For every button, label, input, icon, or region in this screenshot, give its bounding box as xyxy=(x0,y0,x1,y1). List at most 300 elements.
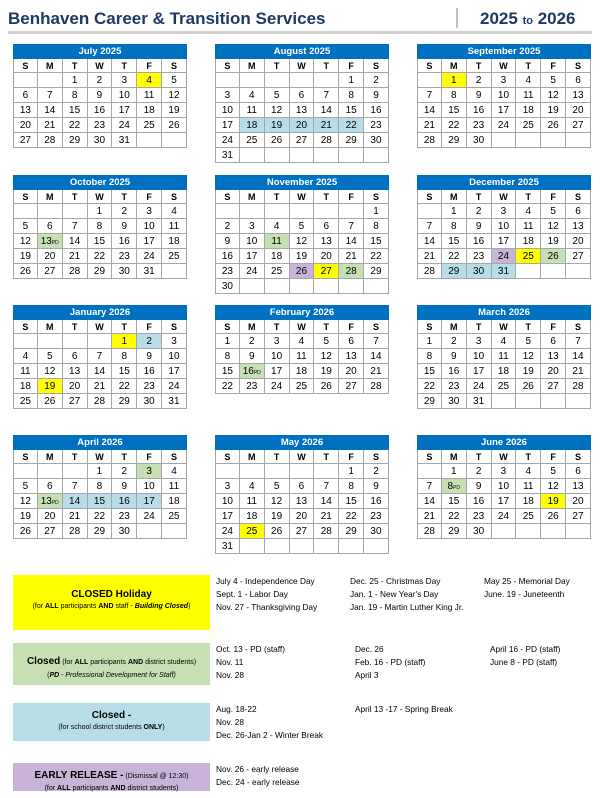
day-number: 16 xyxy=(473,496,485,507)
day-cell xyxy=(364,524,389,539)
legend-early-release xyxy=(13,763,210,791)
day-number: 18 xyxy=(295,366,308,377)
day-cell xyxy=(13,479,38,494)
day-number: 4 xyxy=(525,206,532,217)
day-cell xyxy=(314,479,339,494)
day-cell xyxy=(339,88,364,103)
day-cell xyxy=(314,234,339,249)
day-number: 23 xyxy=(143,381,155,392)
day-number: 8 xyxy=(224,351,231,362)
day-cell xyxy=(364,349,389,364)
empty-day-cell xyxy=(240,464,265,479)
day-cell xyxy=(364,103,389,118)
weekday-label: M xyxy=(240,190,265,204)
day-cell xyxy=(290,364,315,379)
day-number: 16 xyxy=(370,496,382,507)
weekday-header-row xyxy=(13,190,187,204)
day-cell xyxy=(215,249,240,264)
weekday-label: S xyxy=(13,190,38,204)
day-cell xyxy=(442,219,467,234)
event-text: Jan. 1 - New Year's Day xyxy=(350,589,439,599)
day-cell xyxy=(467,103,492,118)
empty-day-cell xyxy=(38,464,63,479)
day-cell xyxy=(13,509,38,524)
empty-day-cell xyxy=(290,73,315,88)
day-cell xyxy=(63,118,88,133)
empty-day-cell xyxy=(162,524,187,539)
day-number: 17 xyxy=(143,236,155,247)
day-cell xyxy=(112,479,137,494)
day-number: 9 xyxy=(146,351,152,362)
weekday-label: W xyxy=(88,190,113,204)
day-number: 24 xyxy=(143,251,155,262)
empty-day-cell xyxy=(314,204,339,219)
day-number: 7 xyxy=(96,351,103,362)
day-cell xyxy=(88,204,113,219)
week-row xyxy=(215,479,389,494)
weekday-label: T xyxy=(314,320,339,334)
day-cell xyxy=(314,509,339,524)
event-text: April 3 xyxy=(355,670,379,680)
day-cell xyxy=(63,479,88,494)
empty-day-cell xyxy=(240,148,265,163)
day-cell xyxy=(467,394,492,409)
day-number: 23 xyxy=(473,251,485,262)
day-cell xyxy=(215,479,240,494)
day-number: 16 xyxy=(242,366,254,377)
weekday-header-row xyxy=(215,59,389,73)
weekday-label: S xyxy=(215,450,240,464)
day-number: 29 xyxy=(345,135,357,146)
week-row xyxy=(215,234,389,249)
day-cell xyxy=(13,249,38,264)
week-row xyxy=(417,118,591,133)
week-row xyxy=(13,204,187,219)
day-number: 8 xyxy=(447,481,454,492)
day-cell xyxy=(38,349,63,364)
day-cell xyxy=(467,234,492,249)
day-cell xyxy=(13,118,38,133)
day-number: 18 xyxy=(168,496,180,507)
day-cell xyxy=(516,249,541,264)
day-cell xyxy=(112,264,137,279)
weekday-label: S xyxy=(566,450,591,464)
event-text: Dec. 25 - Christmas Day xyxy=(350,576,441,586)
week-row xyxy=(417,264,591,279)
week-row xyxy=(13,494,187,509)
day-number: 26 xyxy=(168,120,180,131)
day-number: 6 xyxy=(298,481,305,492)
day-cell xyxy=(417,379,442,394)
day-number: 25 xyxy=(143,120,155,131)
day-number: 29 xyxy=(448,266,460,277)
day-cell xyxy=(38,394,63,409)
day-cell xyxy=(492,219,517,234)
day-cell xyxy=(364,494,389,509)
day-number: 21 xyxy=(69,251,81,262)
empty-day-cell xyxy=(314,73,339,88)
event-text: Dec. 26 xyxy=(355,644,384,654)
day-cell xyxy=(112,234,137,249)
week-row xyxy=(215,264,389,279)
day-number: 22 xyxy=(448,120,460,131)
weekday-label: S xyxy=(364,190,389,204)
day-number: 16 xyxy=(473,236,485,247)
day-number: 23 xyxy=(246,381,258,392)
day-cell xyxy=(137,479,162,494)
day-number: 6 xyxy=(323,221,330,232)
day-number: 18 xyxy=(246,120,258,131)
day-cell xyxy=(417,364,442,379)
event-text: Dec. 24 - early release xyxy=(216,777,300,787)
day-number: 10 xyxy=(221,496,233,507)
day-cell xyxy=(467,73,492,88)
day-cell xyxy=(516,464,541,479)
day-number: 1 xyxy=(71,75,78,86)
page-title: Benhaven Career & Transition Services xyxy=(8,9,326,28)
day-cell xyxy=(112,88,137,103)
day-cell xyxy=(442,364,467,379)
week-row xyxy=(13,464,187,479)
day-cell xyxy=(290,334,315,349)
day-cell xyxy=(492,479,517,494)
month-header: March 2026 xyxy=(417,305,591,320)
day-cell xyxy=(88,364,113,379)
day-cell xyxy=(339,264,364,279)
legend-early-note: (for ALL participants AND district students) xyxy=(44,785,179,792)
week-row xyxy=(13,133,187,148)
empty-day-cell xyxy=(240,73,265,88)
day-number: 5 xyxy=(273,481,280,492)
day-cell xyxy=(63,349,88,364)
day-number: 11 xyxy=(296,351,307,362)
empty-day-cell xyxy=(63,464,88,479)
day-number: 5 xyxy=(22,481,29,492)
weekday-label: F xyxy=(541,59,566,73)
week-row xyxy=(215,88,389,103)
day-number: 6 xyxy=(71,351,78,362)
day-number: 29 xyxy=(370,266,382,277)
weekday-label: T xyxy=(467,190,492,204)
day-number: 2 xyxy=(248,336,255,347)
week-row xyxy=(13,88,187,103)
day-cell xyxy=(63,524,88,539)
day-number: 14 xyxy=(423,105,435,116)
empty-day-cell xyxy=(265,73,290,88)
day-number: 4 xyxy=(500,336,507,347)
day-number: 7 xyxy=(575,336,581,347)
day-cell xyxy=(541,118,566,133)
day-cell xyxy=(516,103,541,118)
weekday-label: M xyxy=(38,59,63,73)
day-number: 14 xyxy=(44,105,56,116)
day-cell xyxy=(88,349,113,364)
day-number: 12 xyxy=(320,351,332,362)
day-number: 6 xyxy=(575,466,581,477)
day-cell xyxy=(265,264,290,279)
day-cell xyxy=(339,234,364,249)
day-number: 18 xyxy=(271,251,283,262)
weekday-label: S xyxy=(215,190,240,204)
weekday-label: T xyxy=(63,450,88,464)
day-cell xyxy=(417,103,442,118)
day-number: 28 xyxy=(370,381,382,392)
week-row xyxy=(215,379,389,394)
day-cell xyxy=(63,264,88,279)
year-start: 2025 xyxy=(480,9,518,28)
day-cell xyxy=(290,494,315,509)
day-cell xyxy=(442,103,467,118)
day-cell xyxy=(492,379,517,394)
day-number: 1 xyxy=(121,336,128,347)
day-number: 18 xyxy=(246,511,258,522)
day-cell xyxy=(88,509,113,524)
day-cell xyxy=(63,234,88,249)
day-cell xyxy=(240,334,265,349)
day-cell xyxy=(265,118,290,133)
weekday-label: M xyxy=(240,450,265,464)
day-cell xyxy=(467,219,492,234)
day-number: 30 xyxy=(473,526,485,537)
day-number: 30 xyxy=(118,266,130,277)
empty-day-cell xyxy=(13,204,38,219)
day-cell xyxy=(339,73,364,88)
week-row xyxy=(215,249,389,264)
week-row xyxy=(215,73,389,88)
day-number: 31 xyxy=(473,396,485,407)
empty-day-cell xyxy=(13,73,38,88)
day-number: 12 xyxy=(271,496,283,507)
day-number: 25 xyxy=(522,511,534,522)
day-cell xyxy=(467,524,492,539)
month-calendar xyxy=(417,44,591,148)
day-number: 11 xyxy=(523,90,534,101)
day-cell xyxy=(290,219,315,234)
legend-early-line1: EARLY RELEASE - (Dismissal @ 12:30) xyxy=(34,770,189,781)
weekday-header-row xyxy=(417,190,591,204)
day-cell xyxy=(516,479,541,494)
day-number: 2 xyxy=(121,206,128,217)
empty-day-cell xyxy=(516,264,541,279)
week-row xyxy=(13,219,187,234)
day-cell xyxy=(13,88,38,103)
day-cell xyxy=(265,524,290,539)
day-number: 17 xyxy=(246,251,258,262)
day-cell xyxy=(162,88,187,103)
day-cell xyxy=(215,103,240,118)
empty-day-cell xyxy=(516,394,541,409)
weekday-label: S xyxy=(13,59,38,73)
weekday-label: S xyxy=(417,59,442,73)
day-cell xyxy=(240,103,265,118)
day-number: 17 xyxy=(221,120,233,131)
weekday-label: W xyxy=(290,320,315,334)
day-number: 21 xyxy=(320,120,332,131)
day-cell xyxy=(112,73,137,88)
day-cell xyxy=(442,118,467,133)
day-number: 4 xyxy=(298,336,305,347)
weekday-header-row xyxy=(13,450,187,464)
day-number: 10 xyxy=(497,90,510,101)
empty-day-cell xyxy=(314,464,339,479)
day-cell xyxy=(339,349,364,364)
week-row xyxy=(215,464,389,479)
legend-holiday-note: (for ALL participants AND staff - Building Closed) xyxy=(32,603,191,610)
day-number: 19 xyxy=(522,366,534,377)
week-row xyxy=(13,249,187,264)
weekday-label: S xyxy=(417,450,442,464)
day-number: 13 xyxy=(295,496,308,507)
day-number: 25 xyxy=(168,251,180,262)
event-text: Oct. 13 - PD (staff) xyxy=(216,644,286,654)
day-number: 2 xyxy=(146,336,152,347)
day-cell xyxy=(364,334,389,349)
weekday-label: W xyxy=(88,59,113,73)
event-text: April 13 -17 - Spring Break xyxy=(355,704,453,714)
day-number: 16 xyxy=(221,251,233,262)
day-cell xyxy=(290,349,315,364)
day-number: 8 xyxy=(373,221,379,232)
day-number: 3 xyxy=(475,336,482,347)
weekday-label: M xyxy=(442,190,467,204)
week-row xyxy=(13,364,187,379)
day-number: 26 xyxy=(295,266,308,277)
day-number: 19 xyxy=(19,251,31,262)
week-row xyxy=(215,103,389,118)
weekday-label: M xyxy=(240,320,265,334)
day-number: 30 xyxy=(370,135,382,146)
day-cell xyxy=(314,524,339,539)
day-number: 8 xyxy=(450,221,457,232)
weekday-label: T xyxy=(314,190,339,204)
day-number: 6 xyxy=(22,90,29,101)
day-number: 12 xyxy=(547,90,559,101)
day-cell xyxy=(88,133,113,148)
day-number: 7 xyxy=(323,481,330,492)
day-number: 11 xyxy=(168,481,180,492)
day-number: 1 xyxy=(348,466,354,477)
day-cell xyxy=(38,118,63,133)
day-number: 11 xyxy=(498,351,509,362)
day-number: 5 xyxy=(550,466,556,477)
day-cell xyxy=(162,204,187,219)
day-number: 29 xyxy=(69,135,81,146)
day-cell xyxy=(442,73,467,88)
day-number: 15 xyxy=(448,105,460,116)
day-number: 16 xyxy=(473,105,485,116)
day-cell xyxy=(541,479,566,494)
week-row xyxy=(417,364,591,379)
day-cell xyxy=(492,103,517,118)
legend-school-note: (for school district students ONLY) xyxy=(58,724,165,731)
day-number: 28 xyxy=(423,526,435,537)
weekday-header-row xyxy=(215,190,389,204)
legend-closed-pd xyxy=(13,643,210,685)
weekday-label: T xyxy=(467,320,492,334)
day-cell xyxy=(38,219,63,234)
day-number: 21 xyxy=(44,120,56,131)
day-number: 4 xyxy=(525,75,532,86)
day-number: 27 xyxy=(295,135,308,146)
empty-day-cell xyxy=(516,524,541,539)
day-number: 13 xyxy=(547,351,559,362)
empty-day-cell xyxy=(215,204,240,219)
day-cell xyxy=(442,464,467,479)
day-number: 8 xyxy=(348,90,354,101)
day-number: 3 xyxy=(224,481,231,492)
day-number: 21 xyxy=(69,511,81,522)
week-row xyxy=(215,524,389,539)
day-number: 11 xyxy=(246,105,257,116)
day-cell xyxy=(566,334,591,349)
week-row xyxy=(215,494,389,509)
day-number: 9 xyxy=(475,90,482,101)
empty-day-cell xyxy=(162,133,187,148)
day-number: 11 xyxy=(246,496,257,507)
empty-day-cell xyxy=(290,204,315,219)
day-number: 4 xyxy=(525,466,532,477)
day-cell xyxy=(265,88,290,103)
day-cell xyxy=(467,479,492,494)
legend-pd-note: (PD - Professional Development for Staff) xyxy=(47,672,176,679)
day-number: 22 xyxy=(93,251,106,262)
weekday-header-row xyxy=(13,59,187,73)
day-number: 22 xyxy=(93,511,106,522)
month-calendar xyxy=(215,44,389,163)
day-cell xyxy=(13,524,38,539)
day-number: 3 xyxy=(171,336,177,347)
day-cell xyxy=(339,334,364,349)
day-number: 20 xyxy=(44,251,56,262)
day-cell xyxy=(112,524,137,539)
event-text: June 8 - PD (staff) xyxy=(490,657,558,667)
day-cell xyxy=(63,394,88,409)
day-cell xyxy=(215,133,240,148)
legend-closed-school xyxy=(13,703,210,741)
weekday-label: F xyxy=(339,450,364,464)
day-cell xyxy=(364,364,389,379)
day-number: 19 xyxy=(547,105,559,116)
weekday-label: F xyxy=(339,59,364,73)
weekday-label: M xyxy=(442,450,467,464)
day-cell xyxy=(137,464,162,479)
event-text: Nov. 28 xyxy=(216,670,244,680)
month-calendar xyxy=(215,305,389,394)
day-number: 9 xyxy=(224,236,231,247)
day-number: 18 xyxy=(522,105,534,116)
week-row xyxy=(13,394,187,409)
day-number: 10 xyxy=(497,221,510,232)
empty-day-cell xyxy=(162,264,187,279)
day-number: 19 xyxy=(295,251,308,262)
day-number: 25 xyxy=(522,251,534,262)
day-cell xyxy=(516,494,541,509)
event-text: Sept. 1 - Labor Day xyxy=(216,589,288,599)
week-row xyxy=(13,264,187,279)
day-cell xyxy=(137,394,162,409)
day-number: 5 xyxy=(273,90,280,101)
day-number: 3 xyxy=(500,206,507,217)
day-number: 30 xyxy=(448,396,460,407)
day-cell xyxy=(88,234,113,249)
day-cell xyxy=(290,103,315,118)
day-cell xyxy=(112,509,137,524)
month-calendar xyxy=(417,175,591,279)
day-cell xyxy=(38,234,63,249)
day-number: 11 xyxy=(143,90,155,101)
day-number: 25 xyxy=(19,396,31,407)
day-number: 26 xyxy=(547,251,559,262)
